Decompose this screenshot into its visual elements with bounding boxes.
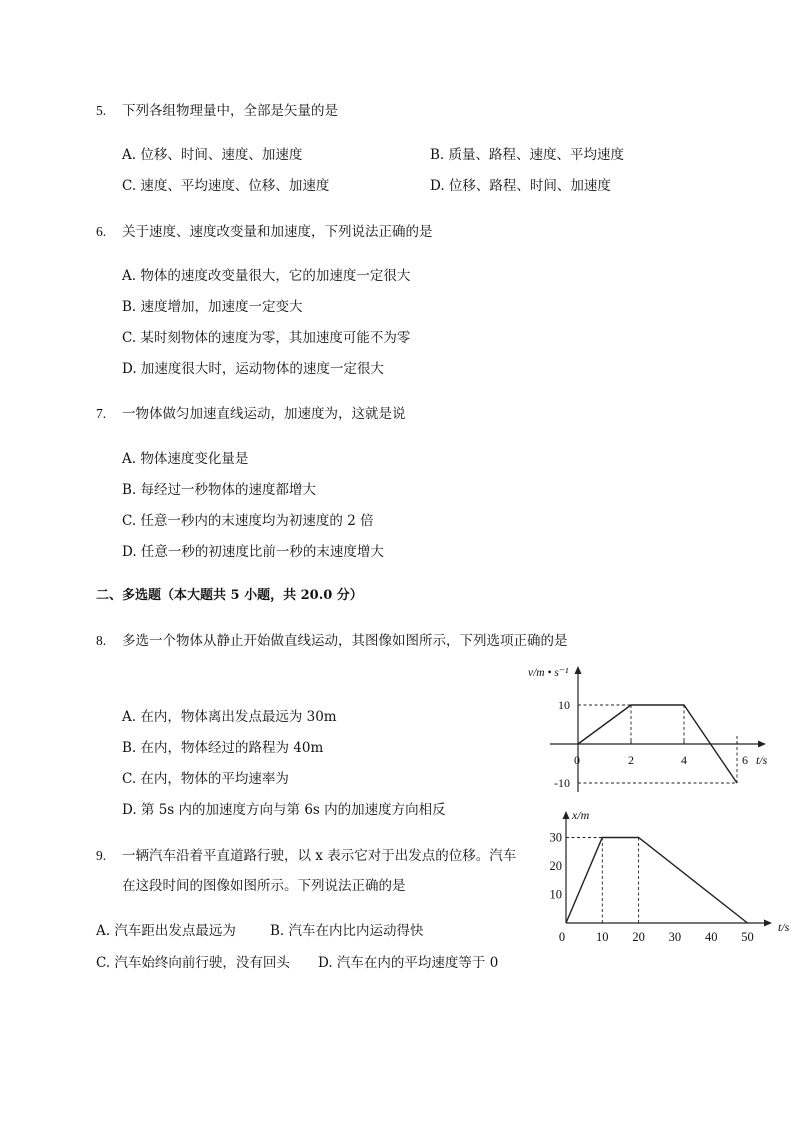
x-tick-label: 40 — [704, 930, 718, 944]
x-tick-label: 50 — [741, 930, 754, 944]
q6-option-a: A. 物体的速度改变量很大，它的加速度一定很大 — [122, 268, 411, 284]
q9-option-b: B. 汽车在内比内运动得快 — [270, 923, 424, 939]
y-axis-label: x/m — [572, 808, 590, 822]
q6-option-c: C. 某时刻物体的速度为零，其加速度可能不为零 — [122, 330, 411, 346]
q8-stem: 多选一个物体从静止开始做直线运动，其图像如图所示，下列选项正确的是 — [122, 633, 568, 649]
q5-stem: 下列各组物理量中，全部是矢量的是 — [122, 103, 338, 119]
q9-stem-line2: 在这段时间的图像如图所示。下列说法正确的是 — [122, 878, 406, 894]
q5-option-c: C. 速度、平均速度、位移、加速度 — [122, 178, 330, 194]
x-axis-label: t/s — [756, 753, 768, 767]
q6-option-d: D. 加速度很大时，运动物体的速度一定很大 — [122, 361, 384, 377]
y-axis-label: v/m • s⁻¹ — [528, 667, 569, 679]
y-tick-label: 10 — [558, 698, 570, 712]
y-axis-arrow — [575, 666, 582, 674]
q8-option-b: B. 在内，物体经过的路程为 40m — [122, 740, 324, 756]
velocity-time-graph — [520, 660, 780, 800]
position-series-line — [566, 838, 748, 924]
q7-number: 7. — [96, 406, 107, 421]
q5-option-b: B. 质量、路程、速度、平均速度 — [430, 147, 625, 163]
x-tick-label: 2 — [628, 753, 634, 767]
x-tick-label: 10 — [596, 930, 609, 944]
y-tick-label: -10 — [554, 776, 570, 790]
q5-option-d: D. 位移、路程、时间、加速度 — [430, 178, 611, 194]
q7-stem: 一物体做匀加速直线运动，加速度为，这就是说 — [122, 406, 406, 422]
y-tick-label: 30 — [549, 830, 562, 845]
q6-stem: 关于速度、速度改变量和加速度，下列说法正确的是 — [122, 224, 433, 240]
y-axis-arrow — [563, 811, 570, 819]
q8-option-c: C. 在内，物体的平均速率为 — [122, 771, 289, 787]
q9-option-c: C. 汽车始终向前行驶，没有回头 — [96, 955, 290, 971]
y-tick-label: 20 — [549, 859, 562, 873]
x-tick-label: 0 — [558, 930, 566, 944]
x-tick-label: 4 — [681, 753, 687, 767]
section-heading: 二、多选题（本大题共 5 小题，共 20.0 分） — [96, 588, 363, 603]
q8-option-d: D. 第 5s 内的加速度方向与第 6s 内的加速度方向相反 — [122, 802, 446, 818]
q9-option-d: D. 汽车在内的平均速度等于 0 — [318, 955, 499, 971]
q7-option-b: B. 每经过一秒物体的速度都增大 — [122, 482, 317, 498]
x-axis-label: t/s — [778, 920, 790, 934]
q5-number: 5. — [96, 103, 107, 118]
q8-option-a: A. 在内，物体离出发点最远为 30m — [122, 709, 337, 725]
q6-option-b: B. 速度增加，加速度一定变大 — [122, 299, 303, 315]
q5-option-a: A. 位移、时间、速度、加速度 — [122, 147, 303, 163]
y-tick-label: 10 — [549, 887, 562, 902]
x-axis-arrow — [764, 920, 772, 927]
x-tick-label: 20 — [632, 930, 645, 944]
q9-stem-line1: 一辆汽车沿着平直道路行驶，以 x 表示它对于出发点的位移。汽车 — [122, 848, 517, 864]
position-time-graph — [540, 805, 794, 945]
q7-option-c: C. 任意一秒内的末速度均为初速度的 2 倍 — [122, 513, 374, 529]
q8-number: 8. — [96, 633, 107, 648]
x-tick-label: 6 — [742, 753, 748, 767]
q9-option-a: A. 汽车距出发点最远为 — [96, 923, 236, 939]
q7-option-a: A. 物体速度变化量是 — [122, 451, 249, 467]
q7-option-d: D. 任意一秒的初速度比前一秒的末速度增大 — [122, 544, 384, 560]
q9-number: 9. — [96, 848, 107, 863]
q6-number: 6. — [96, 224, 107, 239]
x-axis-arrow — [758, 741, 766, 748]
x-tick-label: 0 — [574, 753, 580, 767]
x-tick-label: 30 — [668, 930, 682, 944]
